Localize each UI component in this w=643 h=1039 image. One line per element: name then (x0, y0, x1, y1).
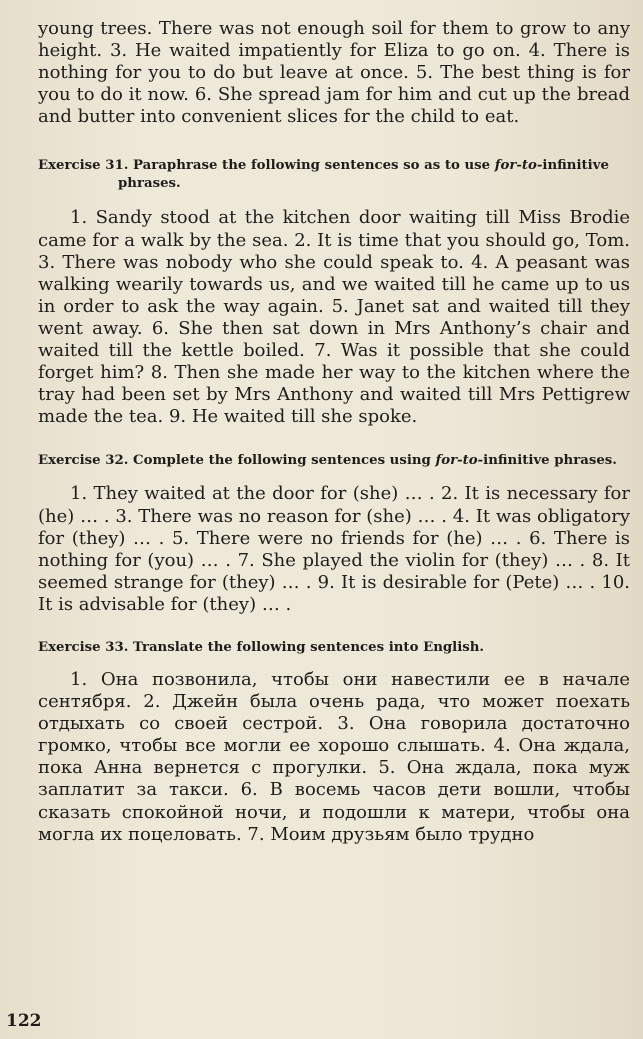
book-page (38, 18, 630, 846)
page-number: 122 (6, 1011, 42, 1031)
exercise-33-body: 1. Она позвонила, чтобы они навестили ее в начале сентября. 2. Джейн была очень рада, что может поехать отдыхать со своей сестрой. 3. Она говорила достаточно громко, чтобы все могли ее хорошо слышать. 4. Она ждала, пока Анна вернется с прогулки. 5. Она ждала, пока муж заплатит за такси. 6. В восемь часов дети вошли, чтобы сказать спокойной ночи, и подошли к матери, чтобы она могла их поцеловать. 7. Моим друзьям было трудно (38, 668, 630, 845)
exercise-32-heading-italic: for-to- (435, 453, 484, 469)
exercise-31-heading-start: Exercise 31. Paraphrase the following sentences so as to use (38, 158, 495, 174)
continuation-paragraph: young trees. There was not enough soil for them to grow to any height. 3. He waited impatiently for Eliza to go on. 4. There is nothing for you to do but leave at once. 5. The best thing is for you to do it now. 6. She spread jam for him and cut up the bread and butter into convenient slices for the child to eat. (38, 18, 630, 128)
exercise-32-heading-end: infinitive phrases. (483, 453, 617, 469)
exercise-31-heading (38, 157, 630, 193)
exercise-31-heading-italic: for-to- (494, 158, 543, 174)
exercise-31-body: 1. Sandy stood at the kitchen door waiting till Miss Brodie came for a walk by the sea. 2. It is time that you should go, Tom. 3. There was nobody who she could speak to. 4. A peasant was walking wearily towards us, and we waited till he came up to us in order to ask the way again. 5. Janet sat and waited till they went away. 6. She then sat down in Mrs Anthony’s chair and waited till the kettle boiled. 7. Was it possible that she could forget him? 8. Then she made her way to the kitchen where the tray had been set by Mrs Anthony and waited till Mrs Pettigrew made the tea. 9. He waited till she spoke. (38, 207, 630, 428)
exercise-32-body: 1. They waited at the door for (she) … . 2. It is necessary for (he) … . 3. There was no reason for (she) … . 4. It was obligatory for (they) … . 5. There were no friends for (he) … . 6. There is nothing for (you) … . 7. She played the violin for (they) … . 8. It seemed strange for (they) … . 9. It is desirable for (Pete) … . 10. It is advisable for (they) … . (38, 483, 630, 615)
exercise-33-heading: Exercise 33. Translate the following sentences into English. (38, 639, 485, 655)
exercise-32-heading-start: Exercise 32. Complete the following sentences using (38, 453, 436, 469)
exercise-31-heading-end: infinitive phrases. (118, 158, 609, 192)
exercise-32-heading (38, 452, 630, 470)
